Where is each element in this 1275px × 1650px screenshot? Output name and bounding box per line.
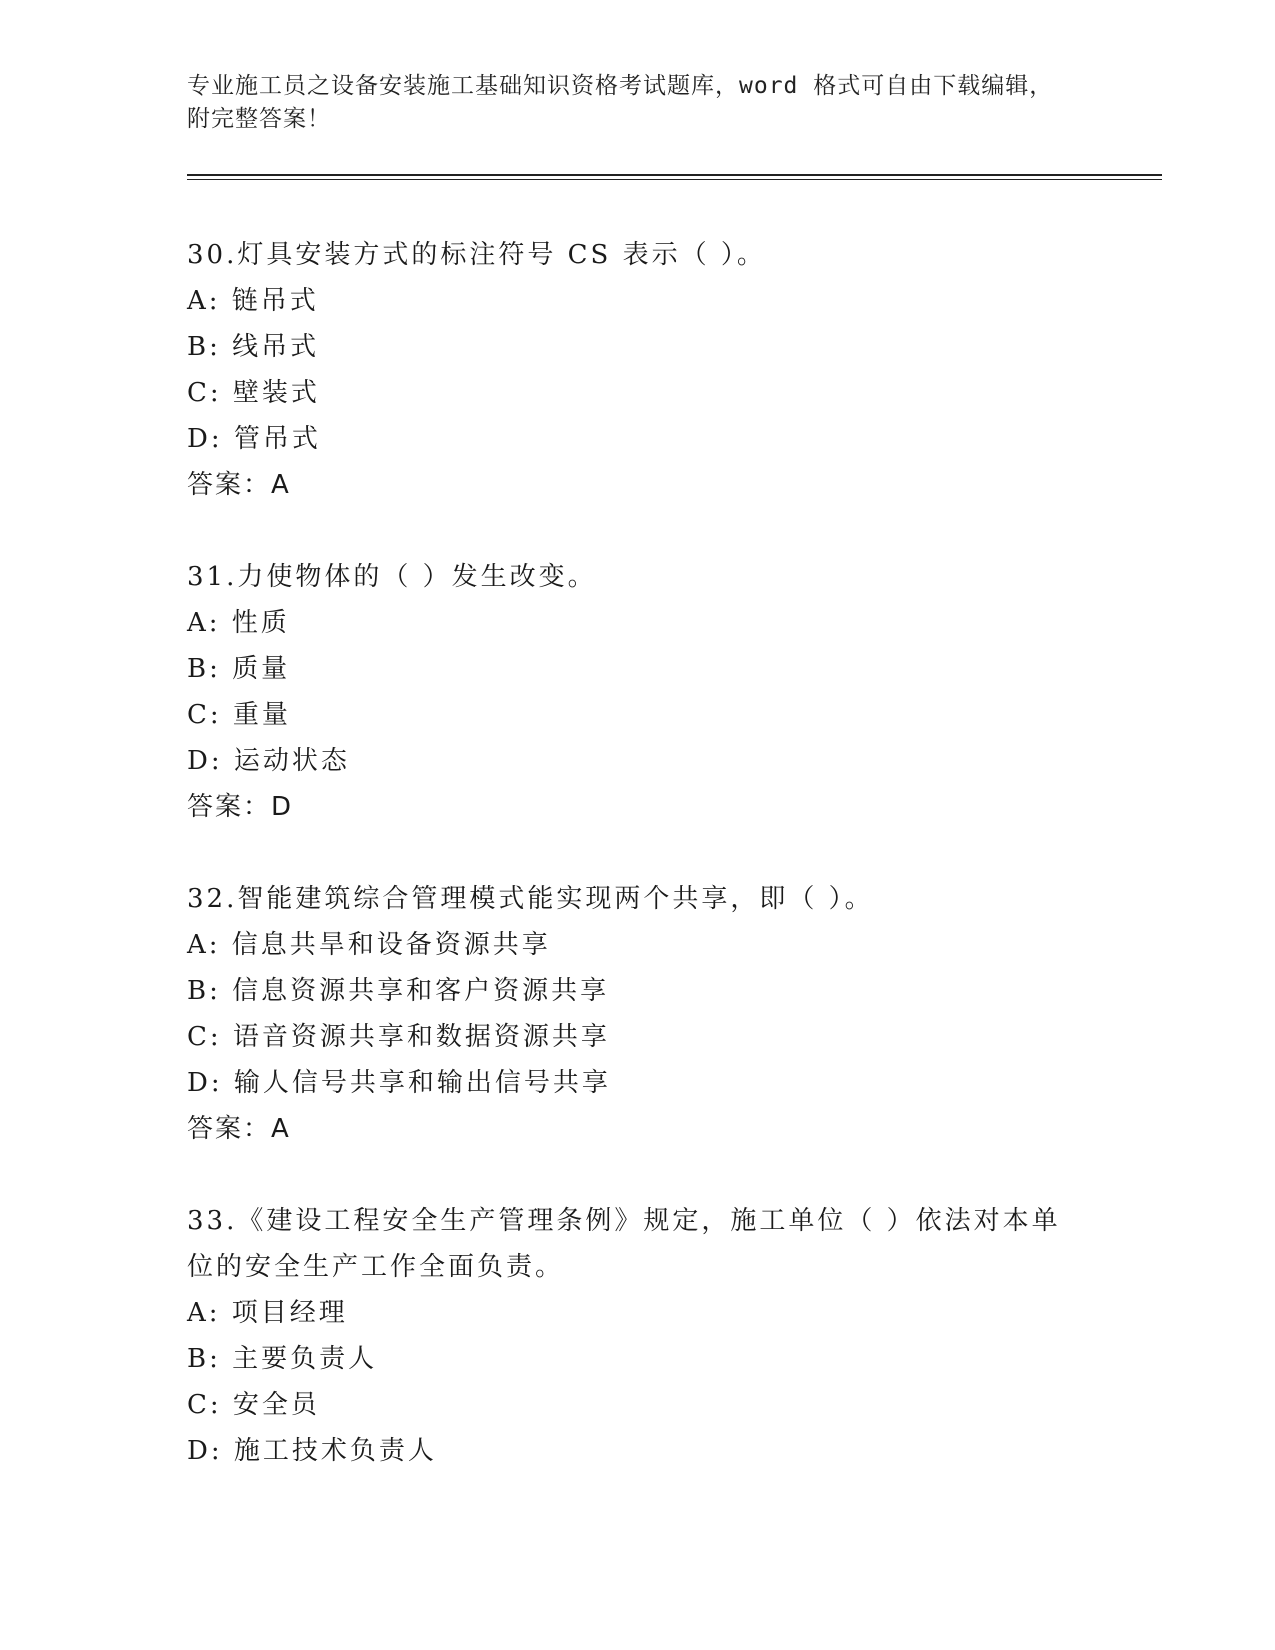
option-c: C: 语音资源共享和数据资源共享 xyxy=(187,1022,610,1052)
question-list xyxy=(187,232,1162,1474)
option-c: C: 重量 xyxy=(187,700,291,730)
question-33 xyxy=(187,1198,1162,1474)
option-c: C: 安全员 xyxy=(187,1390,320,1420)
option-d: D: 管吊式 xyxy=(187,424,321,454)
option-d: D: 施工技术负责人 xyxy=(187,1436,437,1466)
header-divider xyxy=(187,174,1162,180)
option-b: B: 主要负责人 xyxy=(187,1344,378,1374)
option-a: A: 性质 xyxy=(187,608,290,638)
option-d: D: 输人信号共享和输出信号共享 xyxy=(187,1068,611,1098)
option-b: B: 质量 xyxy=(187,654,291,684)
answer: 答案：A xyxy=(187,1114,291,1144)
document-header xyxy=(187,70,1087,136)
header-line-1: 专业施工员之设备安装施工基础知识资格考试题库，word 格式可自由下载编辑， xyxy=(187,73,1054,99)
question-31 xyxy=(187,554,1162,830)
option-c: C: 壁装式 xyxy=(187,378,320,408)
option-a: A: 项目经理 xyxy=(187,1298,348,1328)
option-a: A: 信息共旱和设备资源共享 xyxy=(187,930,551,960)
question-stem: 32.智能建筑综合管理模式能实现两个共享，即（ ）。 xyxy=(187,884,874,914)
option-a: A: 链吊式 xyxy=(187,286,319,316)
question-stem: 33.《建设工程安全生产管理条例》规定，施工单位（ ）依法对本单位的安全生产工作全面负责。 xyxy=(187,1206,1061,1282)
question-30 xyxy=(187,232,1162,508)
option-b: B: 信息资源共享和客户资源共享 xyxy=(187,976,610,1006)
question-32 xyxy=(187,876,1162,1152)
answer: 答案：D xyxy=(187,792,294,822)
question-stem: 30.灯具安装方式的标注符号 CS 表示（ ）。 xyxy=(187,240,766,270)
question-stem: 31.力使物体的（ ）发生改变。 xyxy=(187,562,597,592)
option-d: D: 运动状态 xyxy=(187,746,350,776)
header-line-2: 附完整答案！ xyxy=(187,106,331,132)
answer: 答案：A xyxy=(187,470,291,500)
document-page xyxy=(187,70,1162,1520)
option-b: B: 线吊式 xyxy=(187,332,320,362)
